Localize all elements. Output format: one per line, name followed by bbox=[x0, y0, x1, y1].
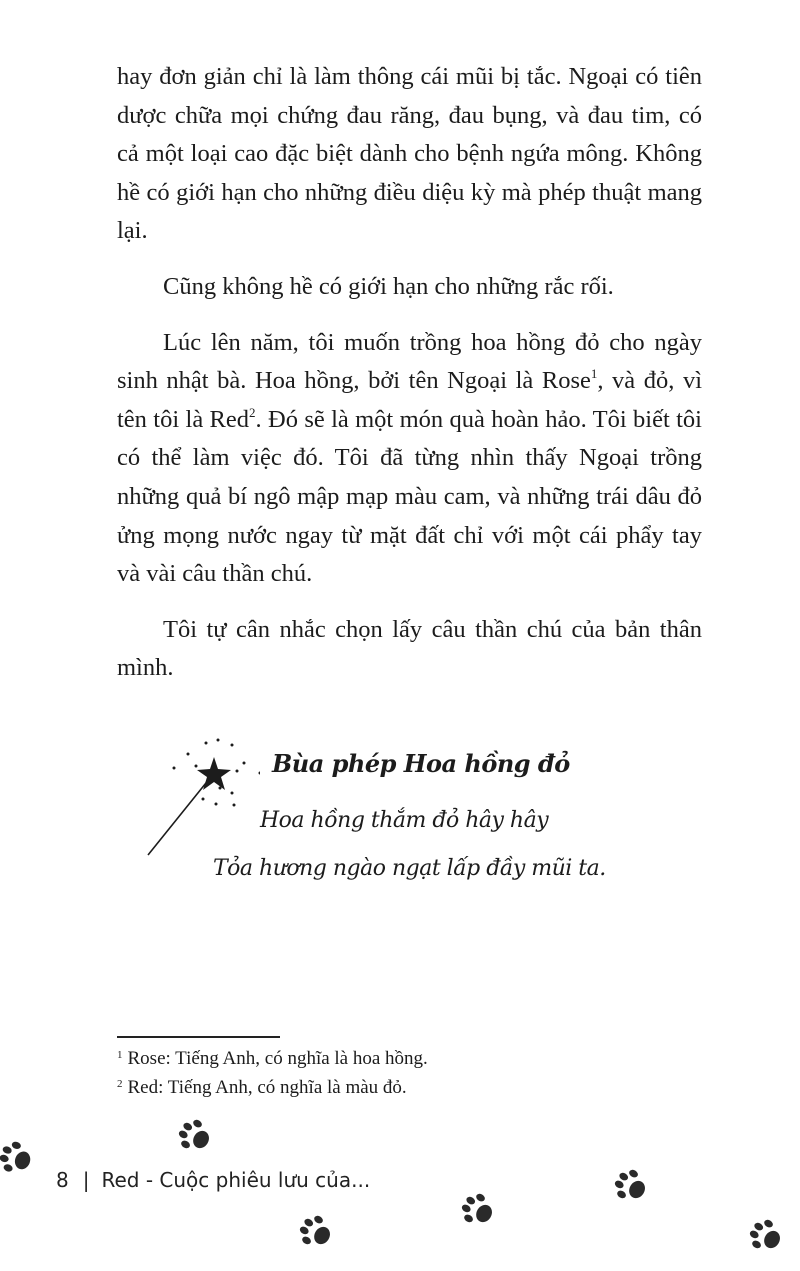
paw-print-icon bbox=[289, 1205, 344, 1260]
footnotes bbox=[117, 1044, 428, 1102]
running-title: Red - Cuộc phiêu lưu của... bbox=[101, 1168, 371, 1192]
paw-print-icon bbox=[0, 1132, 42, 1183]
paw-print-icon bbox=[604, 1159, 659, 1214]
paragraph-3-part-2: , và đỏ, vì tên tôi là Red bbox=[117, 367, 703, 433]
paw-print-icon bbox=[739, 1209, 794, 1264]
footnote-2-number: 2 bbox=[117, 1078, 123, 1090]
paragraph-1: hay đơn giản chỉ là làm thông cái mũi bị tắc. Ngoại có tiên dược chữa mọi chứng đau răng, đau bụng, và đau tim, có cả một loại cao đặc biệt dành cho bệnh ngứa mông. Không hề có giới hạn cho những điều diệu kỳ mà phép thuật mang lại. bbox=[117, 63, 702, 245]
paragraph-3-part-1: Lúc lên năm, tôi muốn trồng hoa hồng đỏ cho ngày sinh nhật bà. Hoa hồng, bởi tên Ngoại là Rose bbox=[117, 328, 702, 395]
spell-line-1: Hoa hồng thắm đỏ hây hây bbox=[260, 808, 549, 833]
footnote-2-text: Red: Tiếng Anh, có nghĩa là màu đỏ. bbox=[127, 1077, 407, 1098]
footnote-ref-2: 2 bbox=[249, 404, 256, 420]
spell-line-2: Tỏa hương ngào ngạt lấp đầy mũi ta. bbox=[213, 856, 606, 881]
magic-wand-icon bbox=[140, 735, 260, 865]
spell-block bbox=[140, 735, 660, 905]
paragraph-4: Tôi tự cân nhắc chọn lấy câu thần chú của bản thân mình. bbox=[117, 615, 702, 682]
footer-separator: | bbox=[82, 1168, 90, 1192]
footnote-1-number: 1 bbox=[117, 1049, 123, 1061]
body-text bbox=[117, 58, 702, 705]
paragraph-3 bbox=[117, 324, 702, 594]
footnote-ref-1: 1 bbox=[590, 366, 598, 382]
footnote-1 bbox=[117, 1044, 428, 1073]
footnote-divider bbox=[117, 1036, 280, 1038]
paragraph-2: Cũng không hề có giới hạn cho những rắc rối. bbox=[163, 272, 614, 300]
paw-print-icon bbox=[451, 1183, 506, 1238]
spell-title: Bùa phép Hoa hồng đỏ bbox=[272, 749, 570, 778]
page-footer bbox=[56, 1168, 370, 1192]
paragraph-3-part-3: . Đó sẽ là một món quà hoàn hảo. Tôi biết tôi có thể làm việc đó. Tôi đã từng nhìn thấy Ngoại trồng những quả bí ngô mập mạp màu cam, và những trái dâu đỏ ửng mọng nước ngay từ mặt đất chỉ với một cái phẩy tay và vài câu thần chú. bbox=[117, 405, 702, 588]
paw-print-icon bbox=[168, 1109, 223, 1164]
page-number: 8 bbox=[56, 1168, 69, 1192]
footnote-1-text: Rose: Tiếng Anh, có nghĩa là hoa hồng. bbox=[127, 1048, 428, 1069]
footnote-2 bbox=[117, 1073, 428, 1102]
